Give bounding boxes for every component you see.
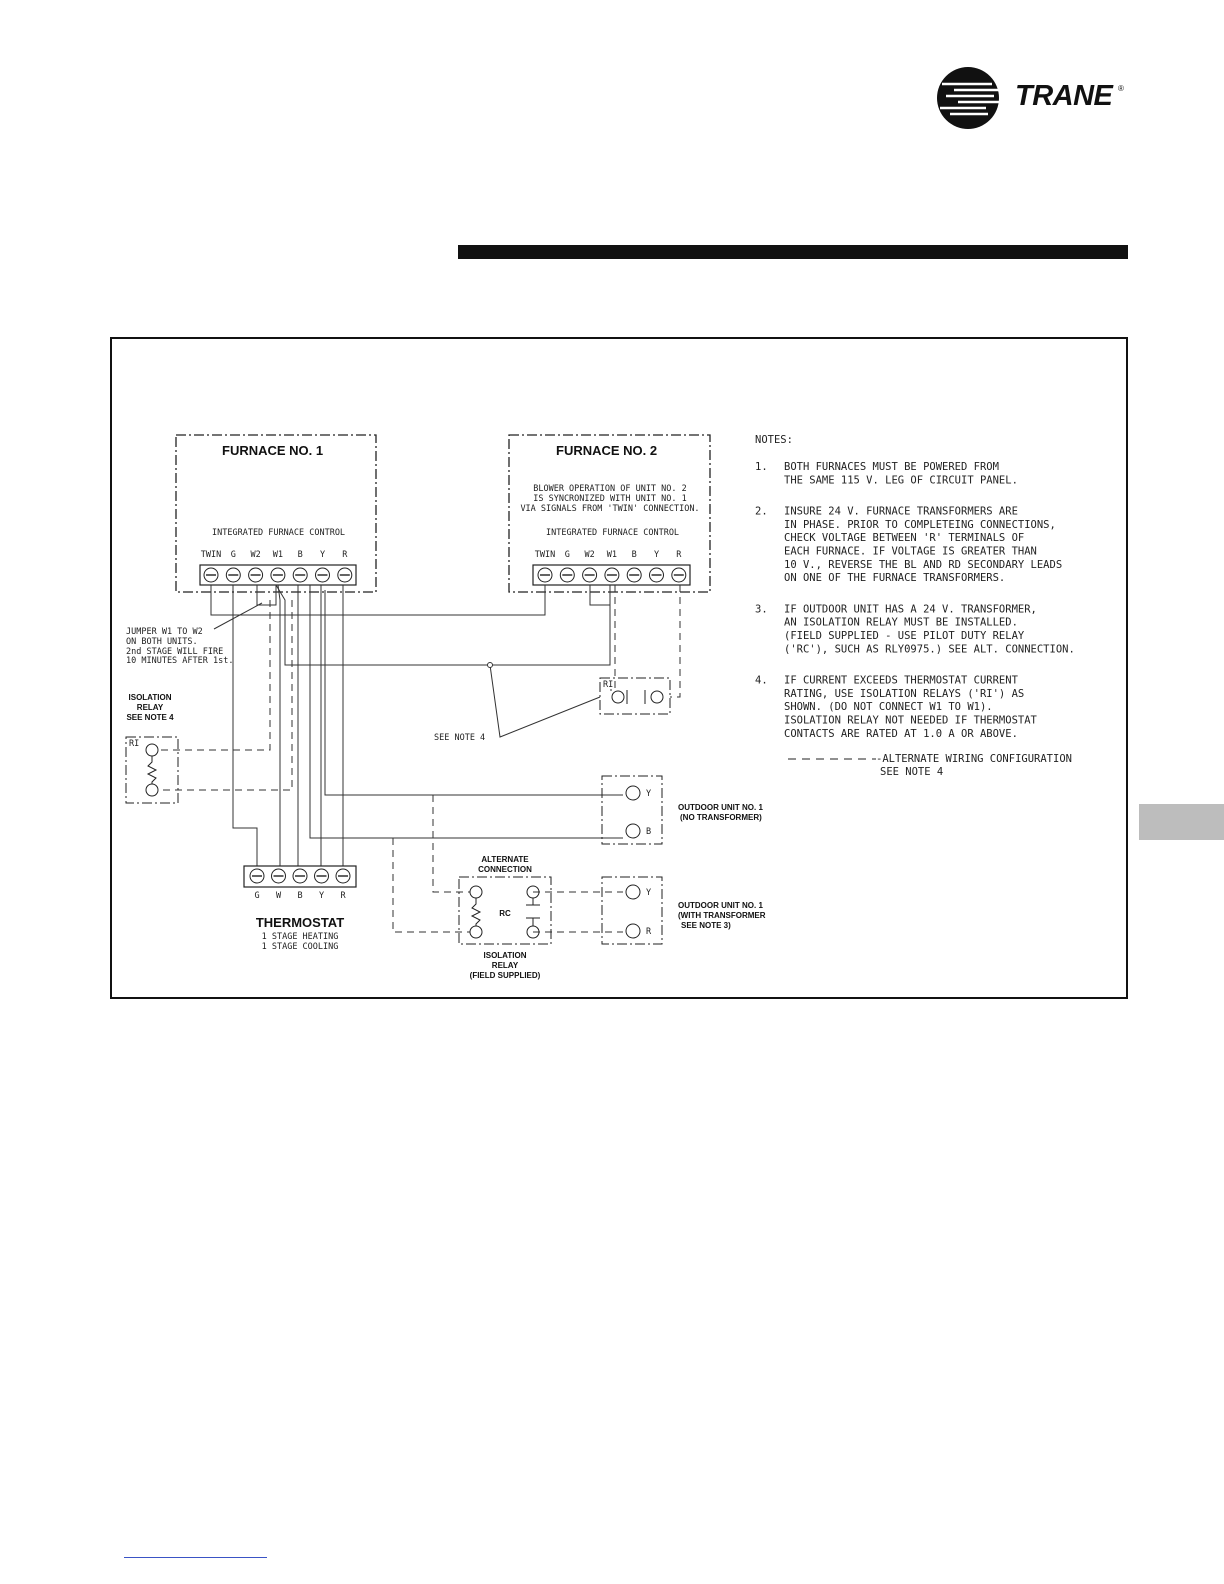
svg-text:RI: RI <box>603 680 614 690</box>
furnace-1-terminal-label: B <box>297 550 303 560</box>
thermostat-title: THERMOSTAT <box>255 915 345 930</box>
svg-text:RC: RC <box>499 909 511 918</box>
svg-text:JUMPER W1 TO W2: JUMPER W1 TO W2 <box>126 627 203 637</box>
svg-text:B: B <box>646 827 652 837</box>
svg-text:(WITH TRANSFORMER: (WITH TRANSFORMER <box>678 911 766 920</box>
furnace-1-control-label: INTEGRATED FURNACE CONTROL <box>212 528 346 538</box>
note-number: 2. <box>755 505 768 518</box>
furnace-2-desc-2: IS SYNCRONIZED WITH UNIT NO. 1 <box>533 494 687 504</box>
see-note-4-label: SEE NOTE 4 <box>434 733 486 743</box>
svg-text:SEE NOTE 3): SEE NOTE 3) <box>681 921 731 930</box>
note-number: 4. <box>755 674 768 687</box>
note-line: SHOWN. (DO NOT CONNECT W1 TO W1). <box>784 701 993 714</box>
alternate-connection-relay <box>459 855 551 980</box>
svg-text:(FIELD SUPPLIED): (FIELD SUPPLIED) <box>469 971 541 980</box>
jumper-note <box>126 603 262 666</box>
svg-text:ISOLATION: ISOLATION <box>128 693 172 702</box>
furnace-1-terminal-label: Y <box>319 550 326 560</box>
svg-text:1 STAGE HEATING: 1 STAGE HEATING <box>261 932 339 942</box>
legend-line-2: SEE NOTE 4 <box>880 766 944 778</box>
svg-text:1 STAGE COOLING: 1 STAGE COOLING <box>261 942 339 952</box>
isolation-relay-left <box>126 693 178 803</box>
thermostat-terminal-label: B <box>297 891 303 901</box>
brand-name: TRANE <box>1015 80 1113 112</box>
notes <box>755 434 1075 778</box>
svg-text:OUTDOOR UNIT NO. 1: OUTDOOR UNIT NO. 1 <box>678 901 763 910</box>
svg-text:ALTERNATE: ALTERNATE <box>481 855 529 864</box>
furnace-2-desc-1: BLOWER OPERATION OF UNIT NO. 2 <box>533 484 687 494</box>
note-number: 3. <box>755 603 768 616</box>
thermostat-terminal-label: Y <box>318 891 325 901</box>
thermostat-terminal-label: G <box>254 891 260 901</box>
furnace-2-terminal-label: R <box>676 550 682 560</box>
furnace-2-terminal-label: TWIN <box>534 550 556 560</box>
wires-solid <box>211 585 623 866</box>
furnace-2-terminal-label: W2 <box>584 550 595 560</box>
svg-text:ISOLATION: ISOLATION <box>483 951 527 960</box>
notes-heading: NOTES: <box>755 434 793 446</box>
furnace-1-terminal-label: R <box>342 550 348 560</box>
svg-text:Y: Y <box>646 888 652 898</box>
svg-text:R: R <box>646 927 652 937</box>
wires-dashed <box>160 585 680 932</box>
furnace-2-terminal-label: W1 <box>606 550 618 560</box>
note-line: (FIELD SUPPLIED - USE PILOT DUTY RELAY <box>784 630 1025 642</box>
note-line: IF OUTDOOR UNIT HAS A 24 V. TRANSFORMER, <box>784 603 1037 616</box>
thermostat-terminal-label: R <box>340 891 346 901</box>
furnace-1-terminal-label: W2 <box>250 550 261 560</box>
thermostat-terminal-label: W <box>275 891 282 901</box>
furnace-2-desc-3: VIA SIGNALS FROM 'TWIN' CONNECTION. <box>520 504 700 514</box>
furnace-2-title: FURNACE NO. 2 <box>556 443 658 458</box>
thermostat <box>244 866 356 952</box>
note-line: ON ONE OF THE FURNACE TRANSFORMERS. <box>784 572 1006 585</box>
furnace-1-terminal-label: G <box>230 550 236 560</box>
furnace-2-terminal-label: B <box>631 550 637 560</box>
outdoor-unit-with-transformer <box>602 877 766 944</box>
note-line: CHECK VOLTAGE BETWEEN 'R' TERMINALS OF <box>784 532 1025 545</box>
legend-line-1: -ALTERNATE WIRING CONFIGURATION <box>876 753 1072 765</box>
svg-text:RELAY: RELAY <box>136 703 164 712</box>
furnace-2-terminal-label: Y <box>653 550 660 560</box>
svg-text:(NO TRANSFORMER): (NO TRANSFORMER) <box>680 813 762 822</box>
registered-mark: ® <box>1118 84 1124 93</box>
svg-text:SEE NOTE 4: SEE NOTE 4 <box>126 713 174 722</box>
furnace-1 <box>176 435 376 592</box>
note-line: BOTH FURNACES MUST BE POWERED FROM <box>784 461 999 473</box>
note-line: RATING, USE ISOLATION RELAYS ('RI') AS <box>784 687 1025 700</box>
note-line: EACH FURNACE. IF VOLTAGE IS GREATER THAN <box>784 545 1037 558</box>
note-line: 10 V., REVERSE THE BL AND RD SECONDARY LEADS <box>784 558 1063 571</box>
svg-text:10 MINUTES AFTER 1st.: 10 MINUTES AFTER 1st. <box>126 656 234 666</box>
note-line: CONTACTS ARE RATED AT 1.0 A OR ABOVE. <box>784 727 1018 740</box>
note-line: IN PHASE. PRIOR TO COMPLETEING CONNECTIONS, <box>784 518 1056 531</box>
note-line: ISOLATION RELAY NOT NEEDED IF THERMOSTAT <box>784 714 1037 727</box>
svg-text:2nd STAGE WILL FIRE: 2nd STAGE WILL FIRE <box>126 647 224 657</box>
diagram-border <box>111 338 1127 998</box>
furnace-1-terminal-label: TWIN <box>200 550 222 560</box>
furnace-2 <box>509 435 710 592</box>
note-line: INSURE 24 V. FURNACE TRANSFORMERS ARE <box>784 505 1018 518</box>
note-number: 1. <box>755 461 768 473</box>
svg-text:Y: Y <box>646 789 652 799</box>
svg-text:ON BOTH UNITS.: ON BOTH UNITS. <box>126 637 198 647</box>
svg-text:RI: RI <box>129 739 140 749</box>
note-line: ('RC'), SUCH AS RLY0975.) SEE ALT. CONNECTION. <box>784 643 1075 656</box>
furnace-2-control-label: INTEGRATED FURNACE CONTROL <box>546 528 680 538</box>
outdoor-unit-no-transformer <box>602 776 763 844</box>
svg-text:OUTDOOR UNIT NO. 1: OUTDOOR UNIT NO. 1 <box>678 803 763 812</box>
note-line: AN ISOLATION RELAY MUST BE INSTALLED. <box>784 616 1018 629</box>
svg-text:CONNECTION: CONNECTION <box>478 865 532 874</box>
note-line: THE SAME 115 V. LEG OF CIRCUIT PANEL. <box>784 474 1018 487</box>
furnace-1-terminal-label: W1 <box>272 550 284 560</box>
furnace-2-terminal-label: G <box>564 550 570 560</box>
furnace-1-title: FURNACE NO. 1 <box>222 443 324 458</box>
svg-text:RELAY: RELAY <box>491 961 519 970</box>
isolation-relay-right <box>434 678 670 743</box>
note-line: IF CURRENT EXCEEDS THERMOSTAT CURRENT <box>784 674 1018 687</box>
